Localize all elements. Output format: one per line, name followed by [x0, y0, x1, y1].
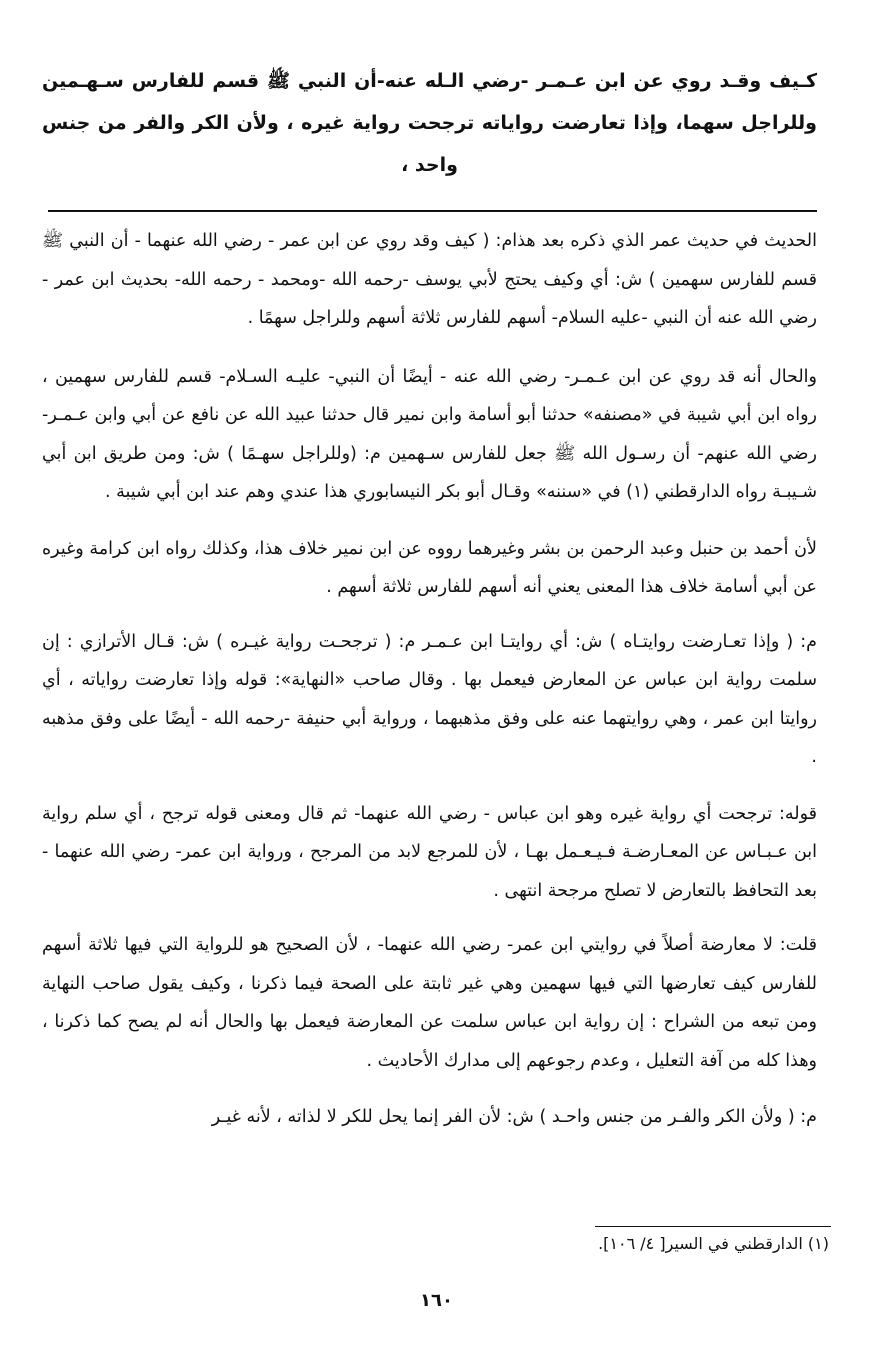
footnote: (١) الدارقطني في السير[ ٤/ ١٠٦]. [598, 1234, 829, 1253]
matn-divider [48, 210, 817, 212]
page-number: ١٦٠ [420, 1290, 453, 1311]
commentary-paragraph: الحديث في حديث عمر الذي ذكره بعد هذام: ( كيف وقد روي عن ابن عمر - رضي الله عنهما - أن النبي ﷺ قسم للفارس سهمين ) ش: أي وكيف يحتج لأبي يوسف -رحمه الله -ومحمد - رحمه الله- بحديث ابن عمر - رضي الله عنه أن النبي -عليه السلام- أسهم للفارس ثلاثة أسهم وللراجل سهمًا . [42, 231, 817, 328]
commentary-paragraph: م: ( وإذا تعـارضت روايتـاه ) ش: أي روايتـا ابن عـمـر م: ( ترجحـت رواية غيـره ) ش: قـال الأترازي : إن سلمت رواية ابن عباس عن المعارض فيعمل بها . وقال صاحب «النهاية»: قوله وإذا تعارضت رواياته ، أي روايتا ابن عمر ، وهي روايتهما عنه على وفق مذهبهما ، ورواية أبي حنيفة -رحمه الله - أيضًا على وفق مذهبه . [42, 631, 817, 767]
commentary-paragraph: والحال أنه قد روي عن ابن عـمـر- رضي الله عنه - أيضًا أن النبي- عليـه السـلام- قسم للفارس سهمين ، رواه ابن أبي شيبة في «مصنفه» حدثنا أبو أسامة وابن نمير قال حدثنا عبيد الله عن نافع عن أبي وابن عـمـر- رضي الله عنهم- أن رسـول الله ﷺ جعل للفارس سـهمين م: (وللراجل سهـمًا ) ش: ومن طريق ابن أبي شـيبـة رواه الدارقطني (١) في «سننه» وقـال أبو بكر النيسابوري هذا عندي وهم عند ابن أبي شيبة . [42, 366, 817, 502]
commentary-paragraph: لأن أحمد بن حنبل وعبد الرحمن بن بشر وغيرهما رووه عن ابن نمير خلاف هذا، وكذلك رواه ابن كرامة وغيره عن أبي أسامة خلاف هذا المعنى يعني أنه أسهم للفارس ثلاثة أسهم . [42, 538, 817, 597]
commentary-paragraph: قوله: ترجحت أي رواية غيره وهو ابن عباس - رضي الله عنهما- ثم قال ومعنى قوله ترجح ، أي سلم رواية ابن عـبـاس عن المعـارضـة فـيـعـمل بهـا ، لأن للمرجع لابد من المرجح ، ورواية ابن عمر- رضي الله عنهما - بعد التحافظ بالتعارض لا تصلح مرجحة انتهى . [42, 803, 817, 901]
matn-text: كـيف وقـد روي عن ابن عـمـر -رضي الـله عنه-أن النبي ﷺ قسم للفارس سـهـمين وللراجل سهما، وإذا تعارضت رواياته ترجحت رواية غيره ، ولأن الكر والفر من جنس واحد ، [42, 70, 817, 176]
commentary-paragraph: قلت: لا معارضة أصلاً في روايتي ابن عمر- رضي الله عنهما- ، لأن الصحيح هو للرواية التي فيها ثلاثة أسهم للفارس كيف تعارضها التي فيها سهمين وهي غير ثابتة على الصحة فيما ذكرنا ، وكيف يقول صاحب النهاية ومن تبعه من الشراح : إن رواية ابن عباس سلمت عن المعارضة فيعمل بها والحال أنه لم يصح كما ذكرنا ، وهذا كله من آفة التعليل ، وعدم رجوعهم إلى مدارك الأحاديث . [42, 935, 817, 1071]
page-body [42, 60, 817, 1137]
commentary-paragraph: م: ( ولأن الكر والفـر من جنس واحـد ) ش: لأن الفر إنما يحل للكر لا لذاته ، لأنه غيـر [211, 1107, 817, 1127]
footnote-divider [595, 1226, 831, 1227]
